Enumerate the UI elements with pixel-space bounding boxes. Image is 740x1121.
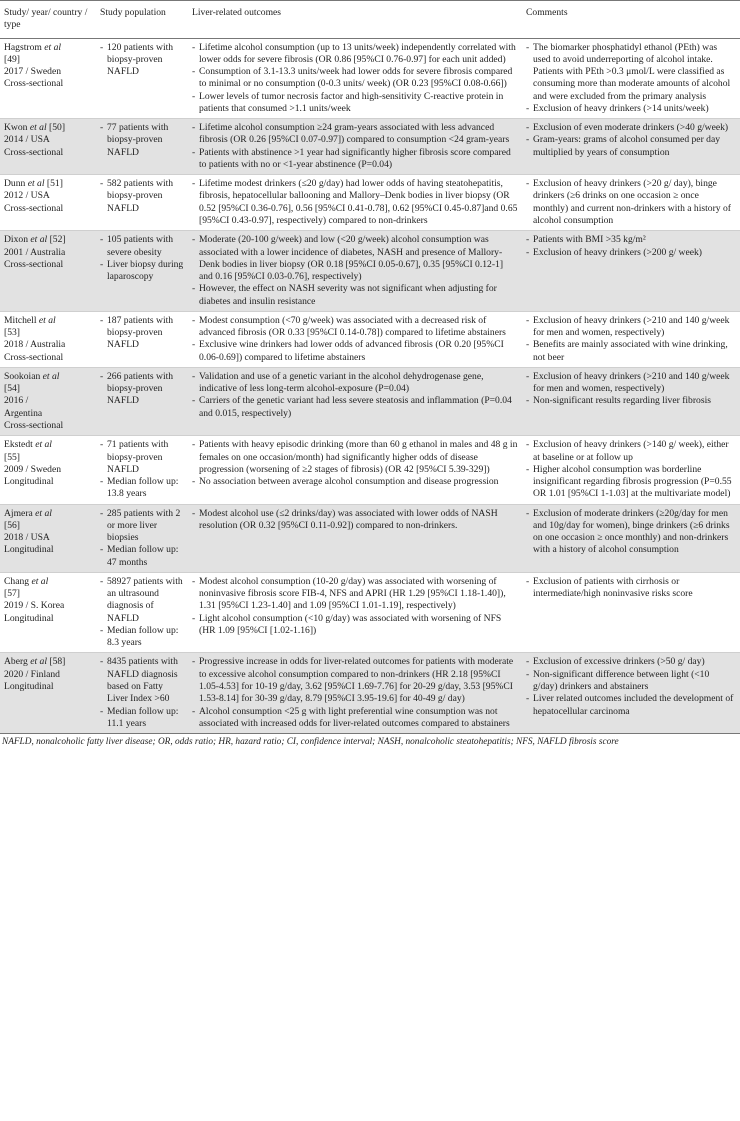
population-item: - Liver biopsy during laparoscopy xyxy=(100,259,184,284)
outcome-item: - Modest consumption (<70 g/week) was associated with a decreased risk of advanced fibrosis (OR 0.33 [95%CI 0.14-0.78]) compared to lifetime abstainers xyxy=(192,315,518,340)
table-body xyxy=(0,38,740,734)
study-line: Sookoian et al xyxy=(4,370,60,382)
outcome-item: - Consumption of 3.1-13.3 units/week had lower odds for severe fibrosis compared to minimal or no consumption (0-0.3 units/ week) (OR 0.23 [95%CI 0.08-0.66]) xyxy=(192,66,518,91)
comment-item: - Benefits are mainly associated with wine drinking, not beer xyxy=(526,339,736,364)
outcomes-cell-list xyxy=(192,656,518,730)
comments-cell xyxy=(522,572,740,653)
comments-cell xyxy=(522,119,740,175)
outcome-item: - Light alcohol consumption (<10 g/day) was associated with worsening of NFS (HR 1.09 [95%CI [1.02-1.16]) xyxy=(192,613,518,638)
header-comments: Comments xyxy=(522,1,740,39)
outcomes-cell xyxy=(188,572,522,653)
population-cell-list xyxy=(100,508,184,569)
population-item: - 77 patients with biopsy-proven NAFLD xyxy=(100,122,184,159)
comments-cell xyxy=(522,175,740,231)
outcome-item: - Alcohol consumption <25 g with light preferential wine consumption was not associated with increased odds for liver-related outcomes compared to abstainers xyxy=(192,706,518,731)
outcome-item: - Lifetime modest drinkers (≤20 g/day) had lower odds of having steatohepatitis, fibrosis, hepatocellular ballooning and Mallory–Denk bodies in liver biopsy (OR 0.52 [95%CI 0.36-0.76], 0.56 [95%CI 0.41-0.78], 0.62 [95%CI 0.45-0.87]and 0.65 [95%CI 0.43-0.97], respectively) compared to non-drinkers xyxy=(192,178,518,227)
population-cell xyxy=(96,119,188,175)
outcomes-cell xyxy=(188,653,522,734)
study-line: 2001 / Australia xyxy=(4,246,66,258)
table-header xyxy=(0,1,740,39)
comment-item: - Exclusion of excessive drinkers (>50 g/ day) xyxy=(526,656,736,668)
header-population: Study population xyxy=(96,1,188,39)
population-cell xyxy=(96,653,188,734)
population-cell-list xyxy=(100,439,184,500)
population-item: - 58927 patients with an ultrasound diagnosis of NAFLD xyxy=(100,576,184,625)
outcome-item: - Modest alcohol use (≤2 drinks/day) was associated with lower odds of NASH resolution (OR 0.32 [95%CI 0.11-0.92]) compared to non-drinkers. xyxy=(192,508,518,533)
study-cell xyxy=(0,367,96,435)
study-line: [53] xyxy=(4,327,20,339)
comments-cell-list xyxy=(526,576,736,601)
outcome-item: - Exclusive wine drinkers had lower odds of advanced fibrosis (OR 0.20 [95%CI 0.06-0.69]) compared to lifetime abstainers xyxy=(192,339,518,364)
study-line: Ajmera et al xyxy=(4,507,52,519)
study-line: [56] xyxy=(4,519,20,531)
study-line: 2014 / USA xyxy=(4,134,50,146)
study-line: Longitudinal xyxy=(4,476,54,488)
population-cell-list xyxy=(100,42,184,79)
outcomes-cell-list xyxy=(192,234,518,308)
outcomes-cell-list xyxy=(192,178,518,227)
outcomes-cell xyxy=(188,231,522,312)
study-line: Chang et al xyxy=(4,575,49,587)
comment-item: - Non-significant results regarding liver fibrosis xyxy=(526,395,736,407)
population-cell xyxy=(96,231,188,312)
comment-item: - Higher alcohol consumption was borderline insignificant regarding fibrosis progression (P=0.55 OR 1.01 [95%CI 1-1.03] at the multivariate model) xyxy=(526,464,736,501)
comment-item: - Liver related outcomes included the development of hepatocellular carcinoma xyxy=(526,693,736,718)
study-line: Longitudinal xyxy=(4,681,54,693)
table-footnote: NAFLD, nonalcoholic fatty liver disease; OR, odds ratio; HR, hazard ratio; CI, confidence interval; NASH, nonalcoholic steatohepatitis; NFS, NAFLD fibrosis score xyxy=(2,737,619,748)
outcome-item: - Lifetime alcohol consumption (up to 13 units/week) independently correlated with lower odds for severe fibrosis (OR 0.86 [95%CI 0.76-0.97] for each unit added) xyxy=(192,42,518,67)
comment-item: - Gram-years: grams of alcohol consumed per day multiplied by years of consumption xyxy=(526,134,736,159)
comments-cell xyxy=(522,38,740,119)
comment-item: - Patients with BMI >35 kg/m² xyxy=(526,234,736,246)
study-cell xyxy=(0,504,96,572)
population-cell-list xyxy=(100,234,184,283)
table-row xyxy=(0,38,740,119)
comments-cell xyxy=(522,504,740,572)
table-row xyxy=(0,175,740,231)
comments-cell xyxy=(522,231,740,312)
outcomes-cell-list xyxy=(192,315,518,364)
outcome-item: - Patients with abstinence >1 year had significantly higher fibrosis score compared to patients with no or <1-year abstinence (P=0.04) xyxy=(192,147,518,172)
population-item: - Median follow up: 47 months xyxy=(100,544,184,569)
outcomes-cell-list xyxy=(192,371,518,420)
comments-cell-list xyxy=(526,122,736,159)
table-row xyxy=(0,119,740,175)
outcome-item: - Carriers of the genetic variant had less severe steatosis and inflammation (P=0.04 and 0.015, respectively) xyxy=(192,395,518,420)
study-line: Hagstrom et al xyxy=(4,41,62,53)
comments-cell xyxy=(522,653,740,734)
comments-cell-list xyxy=(526,315,736,364)
study-line: 2018 / USA xyxy=(4,532,50,544)
population-item: - 71 patients with biopsy-proven NAFLD xyxy=(100,439,184,476)
population-item: - 8435 patients with NAFLD diagnosis based on Fatty Liver Index >60 xyxy=(100,656,184,705)
population-cell-list xyxy=(100,576,184,650)
population-item: - 187 patients with biopsy-proven NAFLD xyxy=(100,315,184,352)
outcome-item: - Moderate (20-100 g/week) and low (<20 g/week) alcohol consumption was associated with a lower incidence of diabetes, NASH and presence of Mallory-Denk bodies in liver biopsy (OR 0.18 [95%CI 0.05-0.67], 0.35 [95%CI 0.12-1] and 0.16 [95%CI 0.03-0.76], respectively) xyxy=(192,234,518,283)
table-row xyxy=(0,367,740,435)
outcome-item: - Progressive increase in odds for liver-related outcomes for patients with moderate to excessive alcohol consumption compared to non-drinkers (HR 2.18 [95%CI 1.05-4.53] for 10-19 g/day, 3.62 [95%CI 1.69-7.76] for 20-29 g/day, 3.53 [95%CI 1.53-8.14] for 30-39 g/day, 8.79 [95%CI 3.95-19.6] for 40-49 g/ day) xyxy=(192,656,518,705)
comment-item: - The biomarker phosphatidyl ethanol (PEth) was used to avoid underreporting of alcohol intake. Patients with PEth >0.3 μmol/L were classified as consuming more than moderate amounts of alcohol and were excluded from the primary analysis xyxy=(526,42,736,103)
comment-item: - Exclusion of heavy drinkers (>200 g/ week) xyxy=(526,247,736,259)
outcome-item: - Lifetime alcohol consumption ≥24 gram-years associated with less advanced fibrosis (OR 0.26 [95%CI 0.07-0.97]) compared to consumption <24 gram-years xyxy=(192,122,518,147)
comment-item: - Exclusion of moderate drinkers (≥20g/day for men and 10g/day for women), binge drinkers (≥6 drinks on one occasion ≥ once monthly) and non-drinkers with a history of alcohol consumption xyxy=(526,508,736,557)
outcome-item: - Patients with heavy episodic drinking (more than 60 g ethanol in males and 48 g in females on one occasion/month) had significantly higher odds of disease progression (worsening of ≥2 stages of fibrosis) (OR 42 [95%CI 5.39-329]) xyxy=(192,439,518,476)
population-item: - 582 patients with biopsy-proven NAFLD xyxy=(100,178,184,215)
outcomes-cell xyxy=(188,38,522,119)
table-row xyxy=(0,231,740,312)
outcome-item: - Lower levels of tumor necrosis factor and high-sensitivity C-reactive protein in patients that consumed >1.1 units/week xyxy=(192,91,518,116)
population-cell-list xyxy=(100,315,184,352)
study-line: Ekstedt et al xyxy=(4,439,52,451)
comments-cell-list xyxy=(526,234,736,259)
population-item: - 285 patients with 2 or more liver biopsies xyxy=(100,508,184,545)
comments-cell-list xyxy=(526,371,736,408)
study-line: Aberg et al [58] xyxy=(4,656,66,668)
study-line: 2020 / Finland xyxy=(4,668,60,680)
table-row xyxy=(0,572,740,653)
study-line: Cross-sectional xyxy=(4,202,64,214)
population-item: - 266 patients with biopsy-proven NAFLD xyxy=(100,371,184,408)
population-item: - Median follow up: 11.1 years xyxy=(100,706,184,731)
comment-item: - Non-significant difference between light (<10 g/day) drinkers and abstainers xyxy=(526,669,736,694)
study-line: Cross-sectional xyxy=(4,419,64,431)
study-cell xyxy=(0,38,96,119)
study-cell xyxy=(0,231,96,312)
comment-item: - Exclusion of heavy drinkers (>14 units/week) xyxy=(526,103,736,115)
outcomes-cell xyxy=(188,436,522,504)
study-line: [57] xyxy=(4,588,20,600)
table-row xyxy=(0,436,740,504)
study-line: Longitudinal xyxy=(4,612,54,624)
outcomes-cell xyxy=(188,504,522,572)
outcomes-cell xyxy=(188,311,522,367)
comments-cell xyxy=(522,311,740,367)
population-cell xyxy=(96,572,188,653)
study-line: 2017 / Sweden xyxy=(4,66,62,78)
study-cell xyxy=(0,653,96,734)
comment-item: - Exclusion of patients with cirrhosis or intermediate/high noninvasive risks score xyxy=(526,576,736,601)
outcomes-cell-list xyxy=(192,508,518,533)
study-cell xyxy=(0,175,96,231)
study-line: Cross-sectional xyxy=(4,146,64,158)
comment-item: - Exclusion of heavy drinkers (>20 g/ day), binge drinkers (≥6 drinks on one occasion ≥ once monthly) and current non-drinkers with a history of alcohol consumption xyxy=(526,178,736,227)
comments-cell xyxy=(522,436,740,504)
study-line: 2016 / xyxy=(4,395,29,407)
population-item: - Median follow up: 13.8 years xyxy=(100,476,184,501)
header-study: Study/ year/ country / type xyxy=(0,1,96,39)
study-line: 2012 / USA xyxy=(4,190,50,202)
comments-cell-list xyxy=(526,42,736,116)
population-cell-list xyxy=(100,122,184,159)
study-line: Cross-sectional xyxy=(4,351,64,363)
comment-item: - Exclusion of even moderate drinkers (>40 g/week) xyxy=(526,122,736,134)
study-cell xyxy=(0,436,96,504)
study-line: 2018 / Australia xyxy=(4,339,66,351)
study-line: Dunn et al [51] xyxy=(4,178,63,190)
population-cell-list xyxy=(100,371,184,408)
header-outcomes: Liver-related outcomes xyxy=(188,1,522,39)
study-cell xyxy=(0,572,96,653)
study-line: Longitudinal xyxy=(4,544,54,556)
study-line: Cross-sectional xyxy=(4,258,64,270)
population-item: - 105 patients with severe obesity xyxy=(100,234,184,259)
population-cell xyxy=(96,504,188,572)
comments-cell-list xyxy=(526,178,736,227)
study-line: Cross-sectional xyxy=(4,78,64,90)
table-row xyxy=(0,653,740,734)
study-line: Mitchell et al xyxy=(4,314,56,326)
outcome-item: - Modest alcohol consumption (10-20 g/day) was associated with worsening of noninvasive fibrosis score FIB-4, NFS and APRI (HR 1.29 [95%CI 1.18-1.40]), 1.31 [95%CI 1.23-1.40] and 1.09 [95%CI 1.01-1.19], respectively) xyxy=(192,576,518,613)
outcomes-cell xyxy=(188,175,522,231)
comment-item: - Exclusion of heavy drinkers (>210 and 140 g/week for men and women, respectively) xyxy=(526,315,736,340)
study-line: [54] xyxy=(4,383,20,395)
population-cell xyxy=(96,38,188,119)
table-row xyxy=(0,504,740,572)
population-cell-list xyxy=(100,178,184,215)
population-cell xyxy=(96,311,188,367)
outcome-item: - However, the effect on NASH severity was not significant when adjusting for diabetes and insulin resistance xyxy=(192,283,518,308)
population-item: - 120 patients with biopsy-proven NAFLD xyxy=(100,42,184,79)
outcomes-cell-list xyxy=(192,122,518,171)
population-cell xyxy=(96,175,188,231)
outcomes-cell-list xyxy=(192,576,518,637)
comment-item: - Exclusion of heavy drinkers (>210 and 140 g/week for men and women, respectively) xyxy=(526,371,736,396)
comments-cell-list xyxy=(526,656,736,717)
study-line: Argentina xyxy=(4,407,43,419)
comment-item: - Exclusion of heavy drinkers (>140 g/ week), either at baseline or at follow up xyxy=(526,439,736,464)
study-line: [55] xyxy=(4,451,20,463)
outcomes-cell xyxy=(188,119,522,175)
outcome-item: - No association between average alcohol consumption and disease progression xyxy=(192,476,518,488)
population-cell-list xyxy=(100,656,184,730)
population-cell xyxy=(96,436,188,504)
outcome-item: - Validation and use of a genetic variant in the alcohol dehydrogenase gene, indicative of less long-term alcohol-exposure (P=0.04) xyxy=(192,371,518,396)
population-item: - Median follow up: 8.3 years xyxy=(100,625,184,650)
study-cell xyxy=(0,311,96,367)
study-line: [49] xyxy=(4,53,20,65)
study-line: Dixon et al [52] xyxy=(4,234,66,246)
outcomes-cell-list xyxy=(192,439,518,488)
comments-cell xyxy=(522,367,740,435)
study-line: Kwon et al [50] xyxy=(4,122,66,134)
comments-cell-list xyxy=(526,508,736,557)
population-cell xyxy=(96,367,188,435)
comments-cell-list xyxy=(526,439,736,500)
study-line: 2009 / Sweden xyxy=(4,463,62,475)
outcomes-cell xyxy=(188,367,522,435)
study-line: 2019 / S. Korea xyxy=(4,600,65,612)
study-cell xyxy=(0,119,96,175)
table-row xyxy=(0,311,740,367)
outcomes-cell-list xyxy=(192,42,518,116)
